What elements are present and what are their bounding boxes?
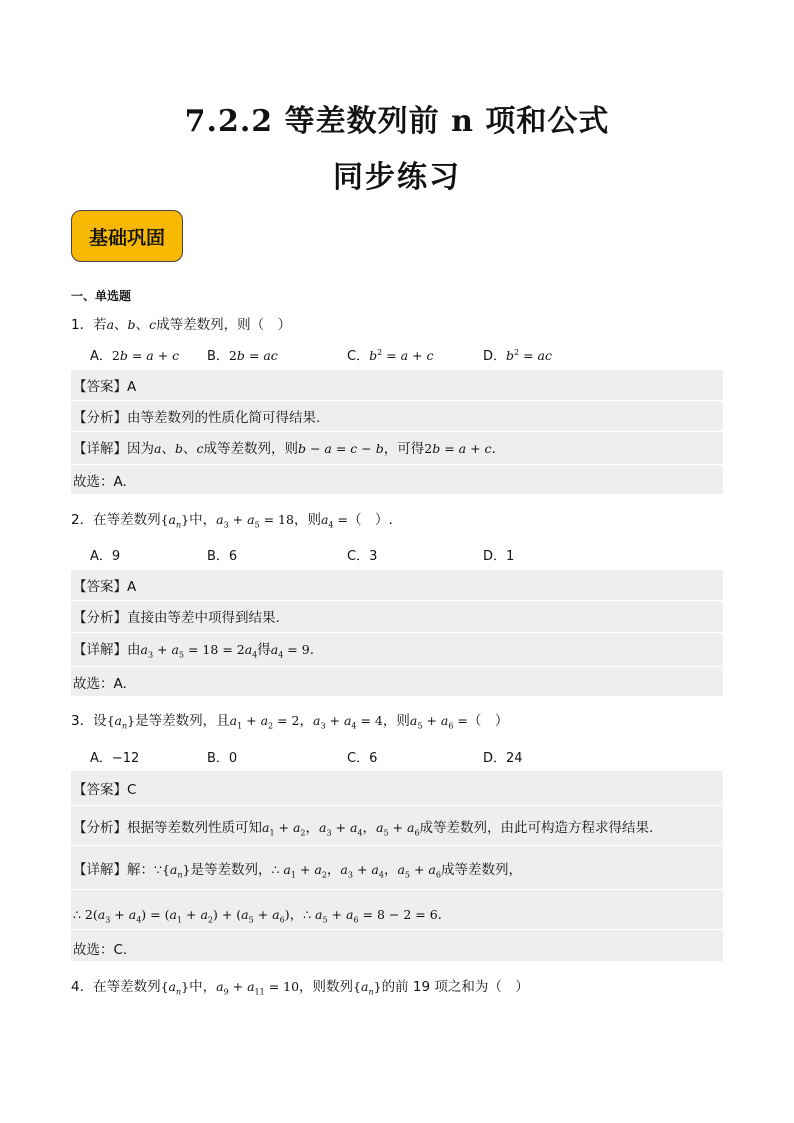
option-c[interactable]: C．$b^2 = a + c$ [347, 347, 434, 364]
question-4: 4．在等差数列$\{a_n\}$中，$a_9 + a_{11} = 10$，则数列$\{a_n\}$的前 19 项之和为（ ） [71, 979, 529, 997]
section-heading: 一、单选题 [71, 289, 132, 303]
option-b[interactable]: B．6 [207, 549, 238, 564]
detail-line: 【详解】解：$\because\{a_n\}$是等差数列，∴ $a_1 + a_2$，$a_3 + a_4$，$a_5 + a_6$成等差数列， [71, 845, 723, 880]
option-c[interactable]: C．6 [347, 751, 378, 766]
question-3-options [90, 747, 730, 769]
option-d[interactable]: D．1 [483, 549, 515, 564]
section-badge: 基础巩固 [71, 210, 183, 262]
question-2: 2．在等差数列$\{a_n\}$中，$a_3 + a_5 = 18$，则$a_4$ =（ ）. [71, 512, 393, 530]
option-a[interactable]: A．−12 [90, 751, 140, 766]
question-1: 1．若a、b、c成等差数列，则（ ） [71, 317, 292, 333]
answer-line: 【答案】C [73, 782, 137, 798]
option-a[interactable]: A．2b = a + c [90, 348, 180, 364]
answer-line: 【答案】A [73, 579, 137, 595]
analysis-line: 【分析】根据等差数列性质可知$a_1 + a_2$，$a_3 + a_4$，$a_5 + a_6$成等差数列，由此可构造方程求得结果. [71, 805, 723, 838]
option-b[interactable]: B．0 [207, 751, 238, 766]
page-subtitle: 同步练习 [333, 160, 461, 195]
option-d[interactable]: D．$b^2$ = ac [483, 347, 552, 364]
option-a[interactable]: A．9 [90, 549, 121, 564]
analysis-line: 【分析】由等差数列的性质化简可得结果. [71, 400, 723, 426]
answer-line: 【答案】A [73, 379, 137, 395]
answer-block-3 [71, 771, 723, 961]
option-c[interactable]: C．3 [347, 549, 378, 564]
question-1-prefix: 1．若 [71, 317, 107, 333]
conclusion-line: 故选：A. [71, 464, 723, 490]
option-b[interactable]: B．2b = ac [207, 348, 278, 364]
page-title: 7.2.2 等差数列前 n 项和公式 [184, 104, 610, 139]
answer-block-1 [71, 370, 723, 494]
option-d[interactable]: D．24 [483, 751, 523, 766]
detail-equation-line: ∴ $2(a_3 + a_4) = (a_1 + a_2) + (a_5 + a_6)$，∴ $a_5 + a_6 = 8 - 2 = 6$. [71, 889, 723, 925]
detail-line: 【详解】由$a_3 + a_5 = 18 = 2a_4$得$a_4 = 9$. [71, 632, 723, 660]
conclusion-line: 故选：A. [71, 666, 723, 692]
question-1-suffix: 成等差数列，则（ ） [156, 317, 292, 333]
question-1-options [90, 345, 730, 367]
conclusion-line: 故选：C. [71, 929, 723, 958]
analysis-line: 【分析】直接由等差中项得到结果. [71, 600, 723, 626]
answer-block-2 [71, 570, 723, 696]
detail-line: 【详解】因为a、b、c成等差数列，则b − a = c − b，可得2b = a + c. [71, 431, 723, 457]
question-3: 3．设$\{a_n\}$是等差数列，且$a_1 + a_2 = 2$，$a_3 + a_4 = 4$，则$a_5 + a_6$ =（ ） [71, 713, 509, 731]
question-2-options [90, 545, 730, 567]
